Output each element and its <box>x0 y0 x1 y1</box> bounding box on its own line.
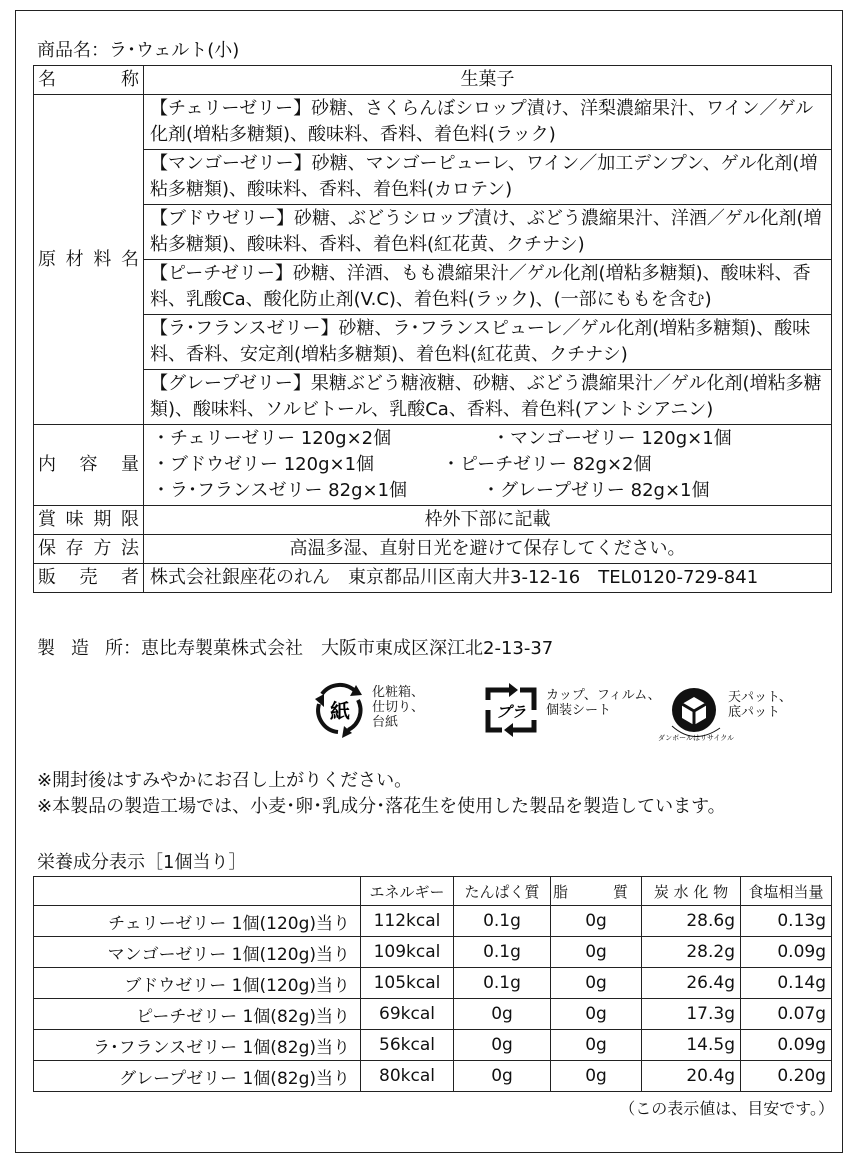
seller-value: 株式会社銀座花のれん 東京都品川区南大井3-12-16 TEL0120-729-841 <box>144 564 832 593</box>
row-name: ピーチゼリー 1個(82g)当り <box>34 999 361 1030</box>
caption-line: 天パット、 <box>728 690 792 705</box>
carbs-value: 26.4g <box>642 968 741 999</box>
energy-value: 109kcal <box>361 937 454 968</box>
nutrition-header-blank <box>34 877 361 906</box>
name-label: 名 称 <box>34 66 144 95</box>
caption-line: 化粧箱、 <box>372 685 425 700</box>
salt-value: 0.20g <box>741 1061 832 1092</box>
content-item: ・ラ･フランスゼリー 82g×1個 <box>152 480 408 501</box>
carbs-value: 28.6g <box>642 906 741 937</box>
carbs-value: 17.3g <box>642 999 741 1030</box>
storage-label: 保存方法 <box>34 535 144 564</box>
protein-value: 0g <box>454 999 551 1030</box>
cardboard-recycle-mark <box>658 680 806 746</box>
ingredients-label: 原材料名 <box>34 95 144 425</box>
energy-value: 69kcal <box>361 999 454 1030</box>
caption-line: 底パット <box>728 705 781 720</box>
name-row <box>34 66 832 95</box>
expiry-value: 枠外下部に記載 <box>144 506 832 535</box>
seller-label: 販 売 者 <box>34 564 144 593</box>
contents-row <box>34 425 832 506</box>
cardboard-mark-text: ダンボールはリサイクル <box>658 734 734 742</box>
plastic-recycle-mark <box>480 680 660 746</box>
plastic-recycle-icon <box>480 680 542 740</box>
manufacturer-line <box>37 634 553 660</box>
protein-value: 0g <box>454 1061 551 1092</box>
nutrition-header-row <box>34 877 832 906</box>
ingredient-peach: 【ピーチゼリー】砂糖、洋酒、もも濃縮果汁／ゲル化剤(増粘多糖類)、酸味料、香料、乳酸Ca、酸化防止剤(V.C)、着色料(ラック)、(一部にももを含む) <box>144 260 832 315</box>
fat-value: 0g <box>551 937 642 968</box>
caption-line: 台紙 <box>372 715 399 730</box>
note-line: ※本製品の製造工場では、小麦･卵･乳成分･落花生を使用した製品を製造しています。 <box>37 796 726 817</box>
nutrition-table <box>33 876 832 1092</box>
nutrition-row <box>34 906 832 937</box>
row-name: マンゴーゼリー 1個(120g)当り <box>34 937 361 968</box>
row-name: ブドウゼリー 1個(120g)当り <box>34 968 361 999</box>
row-name: グレープゼリー 1個(82g)当り <box>34 1061 361 1092</box>
protein-value: 0.1g <box>454 906 551 937</box>
ingredient-grape: 【ブドウゼリー】砂糖、ぶどうシロップ漬け、ぶどう濃縮果汁、洋酒／ゲル化剤(増粘多糖類)、酸味料、香料、着色料(紅花黄、クチナシ) <box>144 205 832 260</box>
note-line: ※開封後はすみやかにお召し上がりください。 <box>37 770 413 791</box>
header-carbs: 炭 水 化 物 <box>642 877 741 906</box>
content-item: ・チェリーゼリー 120g×2個 <box>152 428 392 449</box>
content-item: ・ブドウゼリー 120g×1個 <box>152 454 375 475</box>
paper-recycle-mark <box>312 680 472 746</box>
energy-value: 80kcal <box>361 1061 454 1092</box>
nutrition-row <box>34 999 832 1030</box>
fat-value: 0g <box>551 999 642 1030</box>
ingredient-mango: 【マンゴーゼリー】砂糖、マンゴーピューレ、ワイン／加工デンプン、ゲル化剤(増粘多糖類)、酸味料、香料、着色料(カロテン) <box>144 150 832 205</box>
ingredient-cherry: 【チェリーゼリー】砂糖、さくらんぼシロップ漬け、洋梨濃縮果汁、ワイン／ゲル化剤(増粘多糖類)、酸味料、香料、着色料(ラック) <box>144 95 832 150</box>
salt-value: 0.07g <box>741 999 832 1030</box>
carbs-value: 20.4g <box>642 1061 741 1092</box>
notes <box>37 768 726 820</box>
energy-value: 105kcal <box>361 968 454 999</box>
header-salt: 食塩相当量 <box>741 877 832 906</box>
content-item: ・グレープゼリー 82g×1個 <box>482 480 710 501</box>
header-energy: エネルギー <box>361 877 454 906</box>
header-protein: たんぱく質 <box>454 877 551 906</box>
nutrition-row <box>34 968 832 999</box>
caption-line: カップ、フィルム、 <box>546 688 661 703</box>
paper-mark-text: 紙 <box>330 699 350 723</box>
salt-value: 0.09g <box>741 1030 832 1061</box>
ingredient-la-france: 【ラ･フランスゼリー】砂糖、ラ･フランスピューレ／ゲル化剤(増粘多糖類)、酸味料、香料、安定剤(増粘多糖類)、着色料(紅花黄、クチナシ) <box>144 315 832 370</box>
fat-value: 0g <box>551 906 642 937</box>
caption-line: 仕切り、 <box>372 700 425 715</box>
nutrition-footnote: （この表示値は、目安です。） <box>619 1099 834 1118</box>
protein-value: 0.1g <box>454 937 551 968</box>
ingredient-grape-jelly: 【グレープゼリー】果糖ぶどう糖液糖、砂糖、ぶどう濃縮果汁／ゲル化剤(増粘多糖類)、酸味料、ソルビトール、乳酸Ca、香料、着色料(アントシアニン) <box>144 370 832 425</box>
protein-value: 0.1g <box>454 968 551 999</box>
content-item: ・ピーチゼリー 82g×2個 <box>442 454 652 475</box>
caption-line: 個装シート <box>546 703 612 718</box>
manufacturer-value: ：恵比寿製菓株式会社 大阪市東成区深江北2-13-37 <box>123 638 554 659</box>
content-item: ・マンゴーゼリー 120g×1個 <box>492 428 732 449</box>
energy-value: 56kcal <box>361 1030 454 1061</box>
cardboard-recycle-icon <box>658 680 734 746</box>
label-table <box>33 65 832 593</box>
energy-value: 112kcal <box>361 906 454 937</box>
paper-mark-caption <box>372 685 424 730</box>
manufacturer-label: 製 造 所 <box>37 638 123 659</box>
product-name: 商品名：ラ･ウェルト(小) <box>37 40 240 61</box>
expiry-label: 賞味期限 <box>34 506 144 535</box>
name-value: 生菓子 <box>144 66 832 95</box>
fat-value: 0g <box>551 1061 642 1092</box>
seller-row <box>34 564 832 593</box>
ingredients-row <box>34 95 832 150</box>
contents-label: 内 容 量 <box>34 425 144 506</box>
header-fat: 脂 質 <box>551 877 642 906</box>
plastic-mark-text: プラ <box>495 703 527 721</box>
nutrition-row <box>34 1030 832 1061</box>
nutrition-title: 栄養成分表示［1個当り］ <box>37 852 247 873</box>
fat-value: 0g <box>551 1030 642 1061</box>
carbs-value: 14.5g <box>642 1030 741 1061</box>
paper-recycle-icon <box>312 680 368 740</box>
storage-row <box>34 535 832 564</box>
row-name: チェリーゼリー 1個(120g)当り <box>34 906 361 937</box>
salt-value: 0.14g <box>741 968 832 999</box>
row-name: ラ･フランスゼリー 1個(82g)当り <box>34 1030 361 1061</box>
fat-value: 0g <box>551 968 642 999</box>
salt-value: 0.09g <box>741 937 832 968</box>
salt-value: 0.13g <box>741 906 832 937</box>
nutrition-row <box>34 1061 832 1092</box>
cardboard-mark-caption <box>728 690 792 720</box>
storage-value: 高温多湿、直射日光を避けて保存してください。 <box>144 535 832 564</box>
plastic-mark-caption <box>546 688 661 718</box>
carbs-value: 28.2g <box>642 937 741 968</box>
nutrition-row <box>34 937 832 968</box>
protein-value: 0g <box>454 1030 551 1061</box>
expiry-row <box>34 506 832 535</box>
contents-value <box>144 425 832 506</box>
